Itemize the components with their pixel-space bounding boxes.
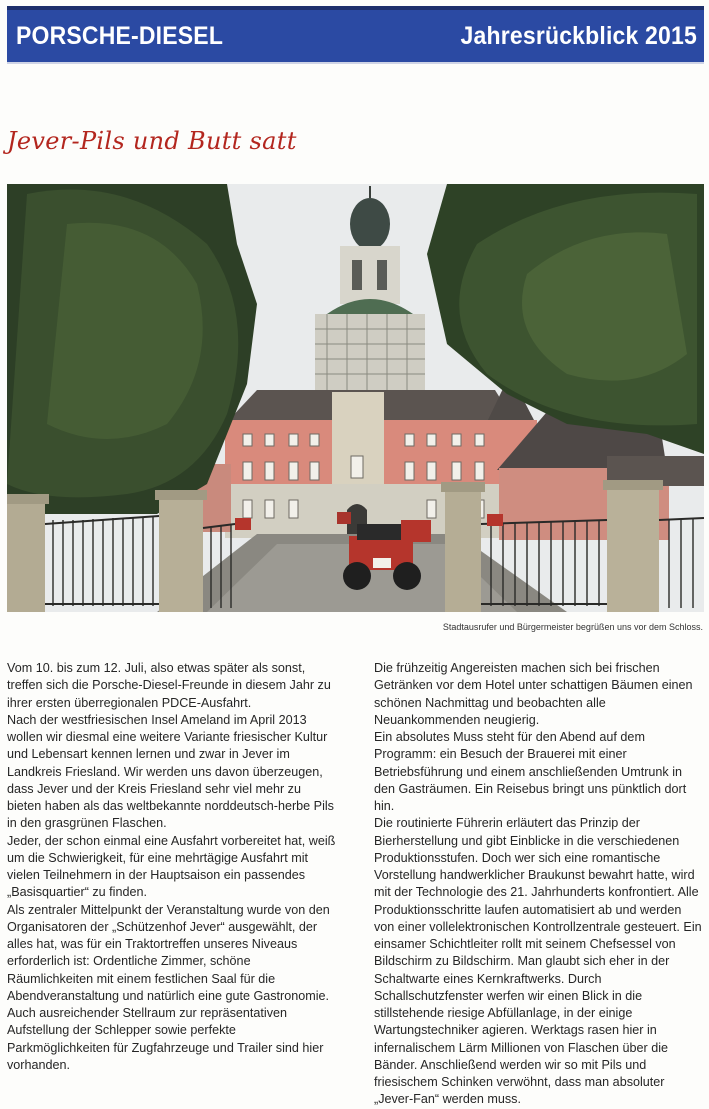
magazine-title: PORSCHE-DIESEL bbox=[16, 22, 224, 50]
photo-caption: Stadtausrufer und Bürgermeister begrüßen uns vor dem Schloss. bbox=[442, 622, 703, 632]
text-column-right bbox=[374, 660, 704, 1109]
page-header bbox=[7, 6, 704, 62]
issue-title: Jahresrückblick 2015 bbox=[460, 22, 697, 50]
paragraph: Jeder, der schon einmal eine Ausfahrt vorbereitet hat, weiß um die Schwierigkeit, für eine mehrtägige Ausfahrt mit vielen Teilnehmern in der Hauptsaison ein passendes „Basisquartier“ zu finden. bbox=[7, 833, 336, 900]
header-divider bbox=[7, 62, 704, 64]
paragraph: Die frühzeitig Angereisten machen sich bei frischen Getränken vor dem Hotel unter schattigen Bäumen einen schönen Nachmittag und beobachten alle Neuankommenden neugierig. bbox=[374, 661, 693, 727]
text-column-left bbox=[7, 660, 337, 1074]
paragraph: Ein absolutes Muss steht für den Abend auf dem Programm: ein Besuch der Brauerei mit einer Betriebsführung und einem anschließenden Umtrunk in den Gasträumen. Ein Reisebus bringt uns pünktlich dort hin. bbox=[374, 730, 687, 813]
article-title: Jever-Pils und Butt satt bbox=[7, 127, 297, 155]
paragraph: Nach der westfriesischen Insel Ameland im April 2013 wollen wir diesmal eine weitere Variante friesischer Kultur und Lebensart kennen lernen und zwar in Jever im Landkreis Friesland. Wir werden uns davon überzeugen, dass Jever und der Kreis Friesland sehr viel mehr zu bieten haben als das weltbekannte norddeutsch-herbe Pils in den grasgrünen Flaschen. bbox=[7, 712, 334, 831]
castle-photo bbox=[7, 184, 704, 612]
paragraph: Als zentraler Mittelpunkt der Veranstaltung wurde von den Organisatoren der „Schützenhof Jever“ ausgewählt, der alles hat, was für ein Traktortreffen unseres Niveaus erforderlich ist: Ordentliche Zimmer, schöne Räumlichkeiten mit einem festlichen Saal für die Abendveranstaltung und natürlich eine gute Gastronomie. Auch ausreichender Stellraum zur repräsentativen Aufstellung der Schlepper sowie perfekte Parkmöglichkeiten für Zugfahrzeuge und Trailer sind hier vorhanden. bbox=[7, 902, 330, 1072]
paragraph: Vom 10. bis zum 12. Juli, also etwas später als sonst, treffen sich die Porsche-Diesel-Freunde in diesem Jahr zu ihrer ersten überregionalen PDCE-Ausfahrt. bbox=[7, 661, 331, 710]
paragraph: Die routinierte Führerin erläutert das Prinzip der Bierherstellung und gibt Einblicke in die verschiedenen Produktionsstufen. Doch wer sich eine romantische Vorstellung handwerklicher Braukunst bewahrt hatte, wird mit der Technologie des 21. Jahrhunderts konfrontiert. Alle Produktionsschritte laufen automatisiert ab und werden von einer vollelektronischen Kontrollzentrale gesteuert. Ein einsamer Schichtleiter rollt mit seinem Chefsessel von Bildschirm zu Bildschirm. Man glaubt sich eher in der Schaltwarte eines Kernkraftwerks. Durch Schallschutzfenster werfen wir einen Blick in die stillstehende riesige Abfüllanlage, in der einige Wartungstechniker agieren. Werktags rasen hier in infernalischem Lärm Millionen von Flaschen über die Bänder. Anschließend werden wir so mit Pils und friesischem Schinken verwöhnt, dass man absoluter „Jever-Fan“ werden muss. bbox=[374, 816, 702, 1107]
